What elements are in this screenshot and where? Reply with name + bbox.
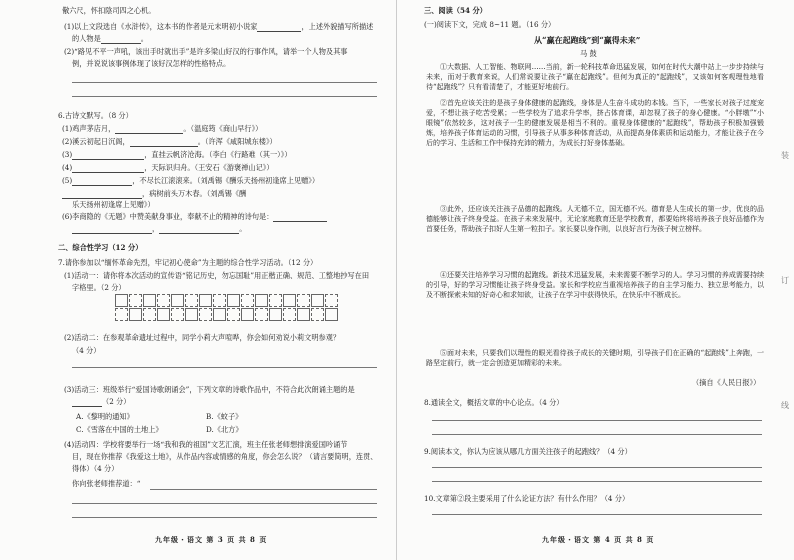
q7-1b-text: 字格里。（2 分） [72,283,126,292]
q8-text: 8.通读全文，概括文章的中心论点。（4 分） [424,398,564,407]
grid-cell[interactable] [227,308,240,321]
grid-cell[interactable] [297,294,310,307]
answer-line[interactable] [72,503,377,504]
article-author: 马 鼓 [580,49,597,58]
article-source: （摘自《人民日报》） [692,378,761,387]
binding-char: 装 [781,151,789,160]
grid-cell[interactable] [325,308,338,321]
q5-2-text: (2)“路见不平一声吼，该出手时就出手”是许多梁山好汉的行事作风，请举一个人物及其事 [64,47,348,56]
q7-3b-text: （2 分） [72,397,130,407]
q6-blank-1[interactable] [115,125,183,134]
grid-cell[interactable] [199,308,212,321]
q6-blank-2[interactable] [130,138,198,147]
grid-cell[interactable] [157,294,170,307]
answer-line[interactable] [72,367,377,368]
q6-blank-5[interactable] [72,177,132,186]
paragraph-2: ②首先应该关注的是孩子身体健康的起跑线，身体是人生奋斗成功的本钱。当下，一些家长对孩子过度宠爱，不想让孩子吃苦受累；一些学校为了追求升学率，挤占体育课，却忽视了孩子的身心健康。“小胖墩”“小眼镜”依然较多，这对孩子一生的健康发展是相当不利的。重视身体健康的“起跑线”，帮助孩子积极加强锻炼，培养孩子体育运动的习惯，引导孩子从事多种体育活动，从而提高身体素质和运动能力，才能让孩子在今后的学习、生活和工作中保持充沛的精力，为成长打好身体基础。 [426,99,764,147]
grid-cell[interactable] [143,294,156,307]
binding-char: 订 [781,276,789,285]
binding-char: 线 [781,401,789,410]
q6-blank-5b[interactable] [62,190,142,199]
grid-cell[interactable] [213,294,226,307]
q6-title: 6.古诗文默写。（8 分） [58,111,133,120]
answer-line[interactable] [72,82,377,83]
paragraph-3: ③此外，还应该关注孩子品德的起跑线。人无德不立，国无德不兴。德育是人生成长的第一步，优良的品德能够让孩子终身受益。在孩子未来发展中，无论家庭教育还是学校教育，都要始终将培养孩子良好品德作为首要任务，帮助孩子扣好人生第一粒扣子。家长要以身作则，以良好言行为孩子树立榜样。 [426,205,764,233]
answer-line[interactable] [432,514,762,515]
grid-cell[interactable] [129,308,142,321]
grid-cell[interactable] [115,294,128,307]
grid-cell[interactable] [129,294,142,307]
grid-cell[interactable] [171,294,184,307]
grid-cell[interactable] [157,308,170,321]
grid-cell[interactable] [171,308,184,321]
answer-line[interactable] [432,481,762,482]
grid-cell[interactable] [269,294,282,307]
tianzige-grid-row2[interactable] [115,308,339,321]
q6-item-6b: ， 。 [72,224,246,234]
q6-blank-3[interactable] [72,151,144,160]
q6-item-3: (3) ，直挂云帆济沧海。（李白《行路难（其一）》） [62,150,292,159]
q6-item-1: (1)鸡声茅店月， 。（温庭筠《商山早行》） [62,124,263,133]
q6-blank-4[interactable] [72,164,144,173]
q7-4c-text: 得体）（4 分） [72,464,119,473]
option-b[interactable]: B.《蚊子》 [206,412,243,421]
q10-text: 10.文章第②段主要采用了什么论证方法？有什么作用？（4 分） [424,494,630,503]
q7-2b-text: （4 分） [72,346,101,355]
answer-line[interactable] [432,420,762,421]
article-title: 从“赢在起跑线”到“赢得未来” [534,35,641,45]
option-c[interactable]: C.《雪落在中国的土地上》 [76,425,163,434]
q7-4b-text: 目，现在你推荐《我爱这土地》，从作品内容或情感的角度，你会怎么说？（请言要简明，连贯、 [72,452,378,461]
top-line: 儆六尺，怀扣陰司四之心机。 [62,6,156,15]
grid-cell[interactable] [143,308,156,321]
paragraph-5: ⑤面对未来，只要我们以理性的眼光看待孩子成长的关键时期，引导孩子们在正确的“起跑线”上奔跑，一路坚定前行，就一定会创造更加精彩的未来。 [426,349,764,367]
q5-1-character-blank[interactable] [101,35,141,44]
q7-2-text: (2)活动二：在参观革命遗址过程中，同学小莉大声喧哗，你会如何劝说小莉文明参观？ [64,333,341,342]
grid-cell[interactable] [311,294,324,307]
grid-cell[interactable] [255,294,268,307]
grid-cell[interactable] [311,308,324,321]
grid-cell[interactable] [283,308,296,321]
q7-3-answer-blank[interactable] [72,398,102,407]
q5-1-author-blank[interactable] [257,23,301,32]
left-page [0,0,396,560]
grid-cell[interactable] [115,308,128,321]
tianzige-grid[interactable] [115,294,339,307]
q7-intro: 7.请你参加以“缅怀革命先烈，牢记初心使命”为主题的综合性学习活动。（12 分） [58,258,318,267]
grid-cell[interactable] [255,308,268,321]
q6-item-5b: ，病树前头万木春。（刘禹锡《酬 [62,189,246,199]
q7-4-text: (4)活动四：学校将要举行一场“我和我的祖国”文艺汇演，班主任张老师想排演爱国吟诵节 [64,440,348,449]
grid-cell[interactable] [185,308,198,321]
grid-cell[interactable] [325,294,338,307]
option-a[interactable]: A.《黎明的通知》 [76,412,134,421]
q6-item-4: (4) ，天际识归舟。（王安石《游褒禅山记》） [62,163,274,172]
q5-1c-text: 的人物是 。 [72,34,148,43]
grid-cell[interactable] [241,294,254,307]
grid-cell[interactable] [269,308,282,321]
grid-cell[interactable] [241,308,254,321]
q7-3-text: (3)活动三：班级举行“爱国诗歌朗诵会”，下列文章的诗歌作品中，不符合此次朗诵主题的是 [64,385,355,394]
grid-cell[interactable] [185,294,198,307]
q6-blank-6b[interactable] [72,225,152,234]
section-2-title: 二、综合性学习（12 分） [58,243,143,252]
grid-cell[interactable] [227,294,240,307]
q5-2b-text: 例，并说说该事例体现了该好汉怎样的性格特点。 [72,59,231,68]
answer-line[interactable] [432,467,762,468]
grid-cell[interactable] [199,294,212,307]
q6-item-5: (5) ，不尽长江滚滚来。（刘禹锡《酬乐天扬州初逢席上见赠》） [62,176,320,185]
grid-cell[interactable] [283,294,296,307]
page-footer-left: 九年级・语文 第 3 页 共 8 页 [155,535,268,544]
q6-item-5c: 乐天扬州初逢席上见赠》） [72,200,155,209]
q9-text: 9.阅读本文，你认为应该从哪几方面关注孩子的起跑线？（4 分） [424,447,632,456]
q7-1-text: (1)活动一：请你将本次活动的宣传语“铭记历史，勿忘国耻”用正楷正确、规范、工整地抄写在田 [64,271,370,280]
q6-blank-6a[interactable] [273,213,327,222]
option-d[interactable]: D.《北方》 [206,425,243,434]
answer-line[interactable] [150,489,377,490]
page-footer-right: 九年级・语文 第 4 页 共 8 页 [542,535,655,544]
q7-4d-text: 你向张老师推荐道：“ [72,479,141,488]
grid-cell[interactable] [213,308,226,321]
paragraph-1: ①大数据、人工智能、物联网……当前，新一轮科技革命迅猛发展，如何在时代大潮中站上一步步持续与未来，而对于教育来说，人们常说要让孩子“赢在起跑线”。但何为真正的“起跑线”，又该如何客观理性地看待“起跑线”？只有看清楚了，才能更好地前行。 [426,63,764,91]
q6-item-6: (6)李商隐的《无题》中赞美献身事业，奉献不止的精神的诗句是： [62,212,327,222]
q5-1-text: (1)以上文段选自《水浒传》，这本书的作者是元末明初小说家 ，上述外貌描写所描述 [64,22,374,31]
paragraph-4: ④还要关注培养学习习惯的起跑线。新技术迅猛发展，未来需要不断学习的人。学习习惯的养成需要持续的引导，好的学习习惯能让孩子终身受益。家长和学校应当重视培养孩子的自主学习能力、独立思考能力，以及不断探索未知的好奇心和求知欲，让孩子在学习中获得快乐，在快乐中不断成长。 [426,271,764,299]
answer-line[interactable] [72,96,377,97]
answer-line[interactable] [72,517,377,518]
section-3-title: 三、阅读（54 分） [424,6,487,15]
q6-item-2: (2)溪云初起日沉阁， 。（许浑《咸阳城东楼》） [62,137,277,146]
reading-intro: (一)阅读下文，完成 8~11 题。（16 分） [424,20,556,29]
answer-line[interactable] [432,434,762,435]
grid-cell[interactable] [297,308,310,321]
q6-blank-6c[interactable] [159,225,239,234]
